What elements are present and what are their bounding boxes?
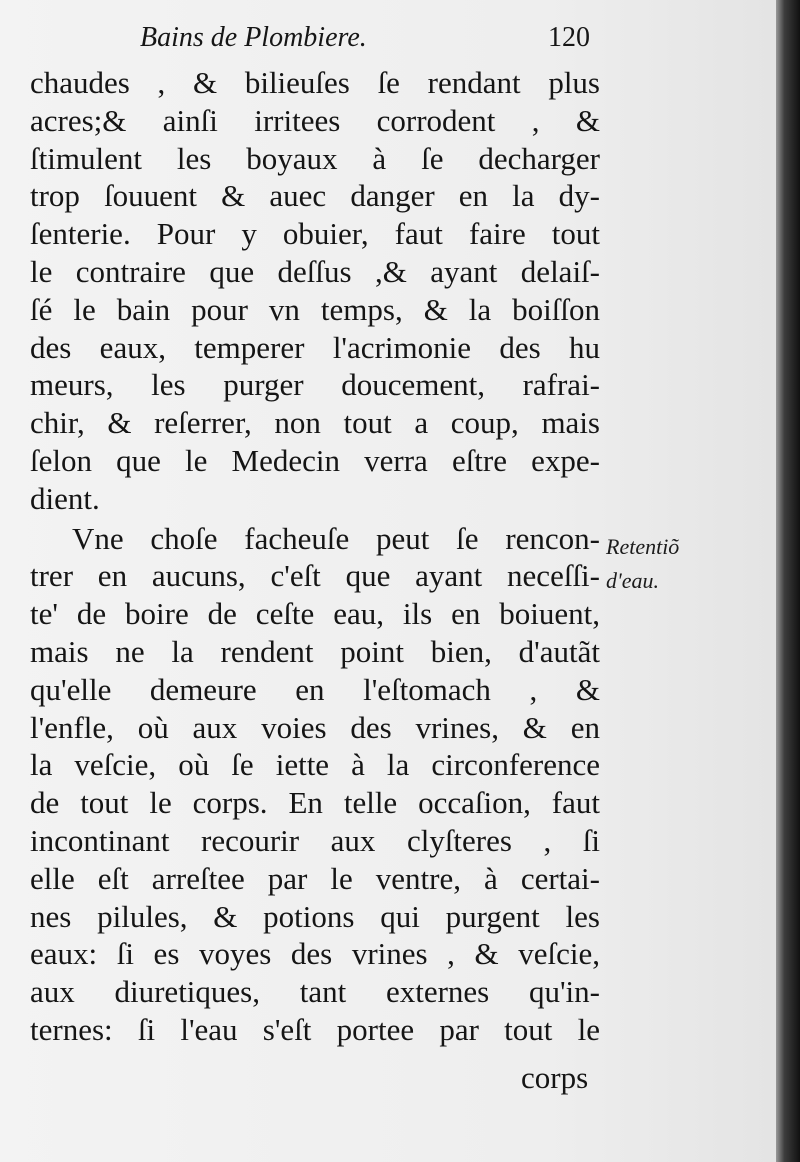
- text-line: chir, & reſerrer, non tout a coup, mais: [30, 405, 600, 441]
- paragraph-1: [30, 64, 600, 518]
- book-gutter-edge: [776, 0, 800, 1162]
- marginal-note-line: Retentiõ: [606, 534, 680, 559]
- text-line: qu'elle demeure en l'eſtomach , &: [30, 671, 600, 707]
- main-text-block: [30, 64, 600, 1049]
- text-line: aux diuretiques, tant externes qu'in-: [30, 974, 600, 1010]
- text-line: l'enfle, où aux voies des vrines, & en: [30, 709, 600, 745]
- running-title: Bains de Plombiere.: [140, 22, 367, 53]
- text-line: chaudes , & bilieuſes ſe rendant plus: [30, 65, 600, 100]
- text-line: meurs, les purger doucement, rafrai-: [30, 367, 600, 403]
- catchword: corps: [521, 1060, 589, 1095]
- text-line: mais ne la rendent point bien, d'autãt: [30, 633, 600, 669]
- marginal-note-line: d'eau.: [606, 568, 659, 593]
- page-header: [140, 22, 590, 62]
- text-line: des eaux, temperer l'acrimonie des hu: [30, 329, 600, 365]
- text-line: eaux: ſi es voyes des vrines , & veſcie,: [30, 936, 600, 972]
- text-line: la veſcie, où ſe iette à la circonference: [30, 747, 600, 783]
- text-line: te' de boire de ceſte eau, ils en boiuent,: [30, 596, 600, 632]
- text-line: ſtimulent les boyaux à ſe decharger: [30, 140, 600, 176]
- text-line: de tout le corps. En telle occaſion, faut: [30, 785, 600, 821]
- text-line: elle eſt arreſtee par le ventre, à certai-: [30, 860, 600, 896]
- text-line: Vne choſe facheuſe peut ſe rencon-: [72, 520, 600, 556]
- text-line: ternes: ſi l'eau s'eſt portee par tout le: [30, 1011, 600, 1047]
- text-line: ſelon que le Medecin verra eſtre expe-: [30, 442, 600, 478]
- text-line: dient.: [30, 480, 100, 516]
- text-line: incontinant recourir aux clyſteres , ſi: [30, 822, 600, 858]
- text-line: trer en aucuns, c'eſt que ayant neceſſi-: [30, 558, 600, 594]
- text-line: trop ſouuent & auec danger en la dy-: [30, 178, 600, 214]
- page-number: 120: [548, 22, 590, 53]
- text-line: le contraire que deſſus ,& ayant delaiſ-: [30, 253, 600, 289]
- text-line: nes pilules, & potions qui purgent les: [30, 898, 600, 934]
- text-line: ſenterie. Pour y obuier, faut faire tout: [30, 216, 600, 252]
- marginal-note: [606, 530, 726, 598]
- text-line: ſé le bain pour vn temps, & la boiſſon: [30, 291, 600, 327]
- paragraph-2: [30, 520, 600, 1049]
- text-line: acres;& ainſi irritees corrodent , &: [30, 102, 600, 138]
